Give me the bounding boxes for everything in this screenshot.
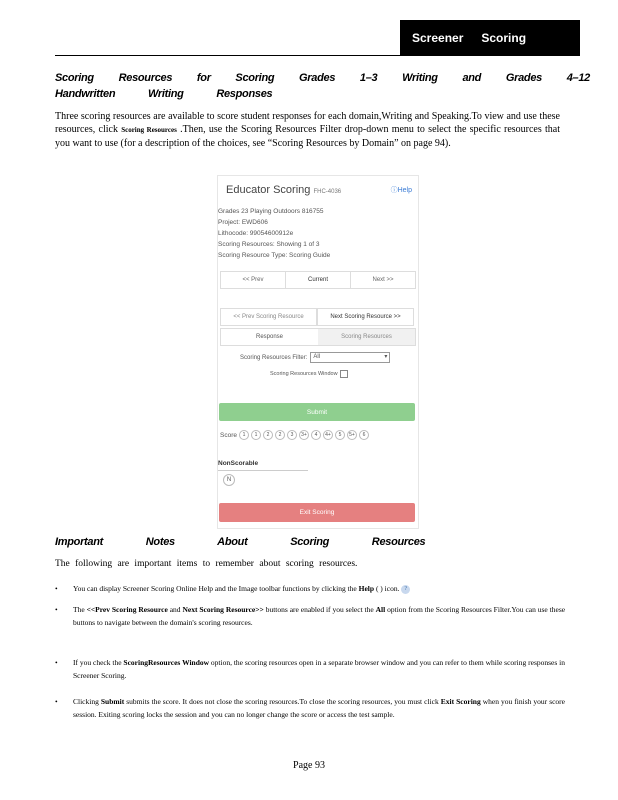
next-scoring-resource-button[interactable]: Next Scoring Resource >> bbox=[317, 308, 414, 326]
score-option[interactable]: 6 bbox=[359, 430, 369, 440]
header-rule bbox=[55, 55, 580, 56]
prev-scoring-resource-button[interactable]: << Prev Scoring Resource bbox=[220, 308, 317, 326]
header-word-screener: Screener bbox=[412, 31, 464, 45]
score-label: Score bbox=[220, 431, 237, 439]
scoring-resources-bold: Scoring Resources bbox=[121, 126, 177, 134]
notes-intro: The following are important items to remember about scoring resources. bbox=[55, 559, 358, 569]
section-heading-line2: Handwritten Writing Responses bbox=[55, 88, 273, 100]
score-option[interactable]: 5+ bbox=[347, 430, 357, 440]
header-banner bbox=[400, 20, 580, 56]
window-label: Scoring Resources Window bbox=[270, 371, 338, 377]
info-line: Grades 23 Playing Outdoors 816755 bbox=[218, 208, 324, 215]
current-button[interactable]: Current bbox=[286, 272, 351, 288]
nonscorable-option[interactable]: N bbox=[223, 474, 235, 486]
filter-select[interactable]: All ▾ bbox=[310, 352, 390, 363]
score-option[interactable]: 2 bbox=[275, 430, 285, 440]
tab-response[interactable]: Response bbox=[221, 329, 318, 345]
score-option[interactable]: 5 bbox=[335, 430, 345, 440]
score-option[interactable]: 4+ bbox=[323, 430, 333, 440]
response-info bbox=[218, 206, 330, 261]
notes-heading: Important Notes About Scoring Resources bbox=[55, 536, 426, 548]
section-heading-line1: Scoring Resources for Scoring Grades 1–3 Writing and Grades 4–12 bbox=[55, 72, 590, 84]
info-line: Lithocode: 99054600912e bbox=[218, 230, 294, 237]
info-line: Scoring Resource Type: Scoring Guide bbox=[218, 252, 331, 259]
bullet-item: • The <<Prev Scoring Resource and Next Scoring Resource>> buttons are enabled if you select the All option from the Scoring Resources Filter.You can use these buttons to navigate between the domain's scoring resources. bbox=[55, 605, 566, 627]
score-option[interactable]: 4 bbox=[311, 430, 321, 440]
bullet-item: • If you check the ScoringResources Window option, the scoring resources open in a separate browser window and you can refer to them while scoring responses in Screener Scoring. bbox=[55, 658, 565, 680]
bullet-item: • You can display Screener Scoring Online Help and the Image toolbar functions by clicking the Help ( ) icon. ? bbox=[55, 582, 565, 595]
score-option[interactable]: 3+ bbox=[299, 430, 309, 440]
resources-window-option bbox=[270, 370, 348, 378]
score-option[interactable]: 3 bbox=[287, 430, 297, 440]
score-option[interactable]: 1 bbox=[239, 430, 249, 440]
nonscorable-divider bbox=[218, 470, 308, 471]
tab-scoring-resources[interactable]: Scoring Resources bbox=[318, 329, 415, 345]
view-tabs bbox=[220, 328, 416, 346]
score-option[interactable]: 1 bbox=[251, 430, 261, 440]
response-nav bbox=[220, 271, 416, 289]
exit-scoring-button[interactable]: Exit Scoring bbox=[219, 503, 415, 522]
score-row bbox=[220, 430, 369, 440]
info-line: Scoring Resources: Showing 1 of 3 bbox=[218, 241, 320, 248]
filter-label: Scoring Resources Filter: bbox=[240, 354, 308, 361]
help-icon: ⓘ bbox=[390, 187, 398, 194]
prev-button[interactable]: << Prev bbox=[221, 272, 286, 288]
page-number: Page 93 bbox=[293, 760, 325, 771]
educator-scoring-screenshot bbox=[217, 175, 419, 529]
submit-button[interactable]: Submit bbox=[219, 403, 415, 421]
nonscorable-label: NonScorable bbox=[218, 460, 259, 467]
next-button[interactable]: Next >> bbox=[372, 277, 394, 283]
score-option[interactable]: 2 bbox=[263, 430, 273, 440]
bullet-item: • Clicking Submit submits the score. It does not close the scoring resources.To close the scoring resources, you must click Exit Scoring when you finish your score session. Exiting scoring locks the session and you can no longer change the score or access the test sample. bbox=[55, 697, 566, 719]
help-link[interactable]: ⓘHelp bbox=[390, 187, 412, 194]
info-line: Project: EWD606 bbox=[218, 219, 268, 226]
section1-paragraph: Three scoring resources are available to score student responses for each domain,Writing and Speaking.To view and use these resources, click Scoring Resources .Then, use the Scoring Resources Filter drop-down menu to select the specific resources that you want to use (for a description of the choices, see “Scoring Resources by Domain” on page 94). bbox=[55, 111, 561, 149]
app-title: Educator Scoring FHC-4036 bbox=[226, 184, 342, 196]
scoring-resources-filter bbox=[240, 352, 390, 363]
header-word-scoring: Scoring bbox=[481, 31, 527, 45]
resource-nav bbox=[220, 308, 414, 326]
window-checkbox[interactable] bbox=[340, 370, 348, 378]
help-icon: ? bbox=[401, 585, 410, 594]
